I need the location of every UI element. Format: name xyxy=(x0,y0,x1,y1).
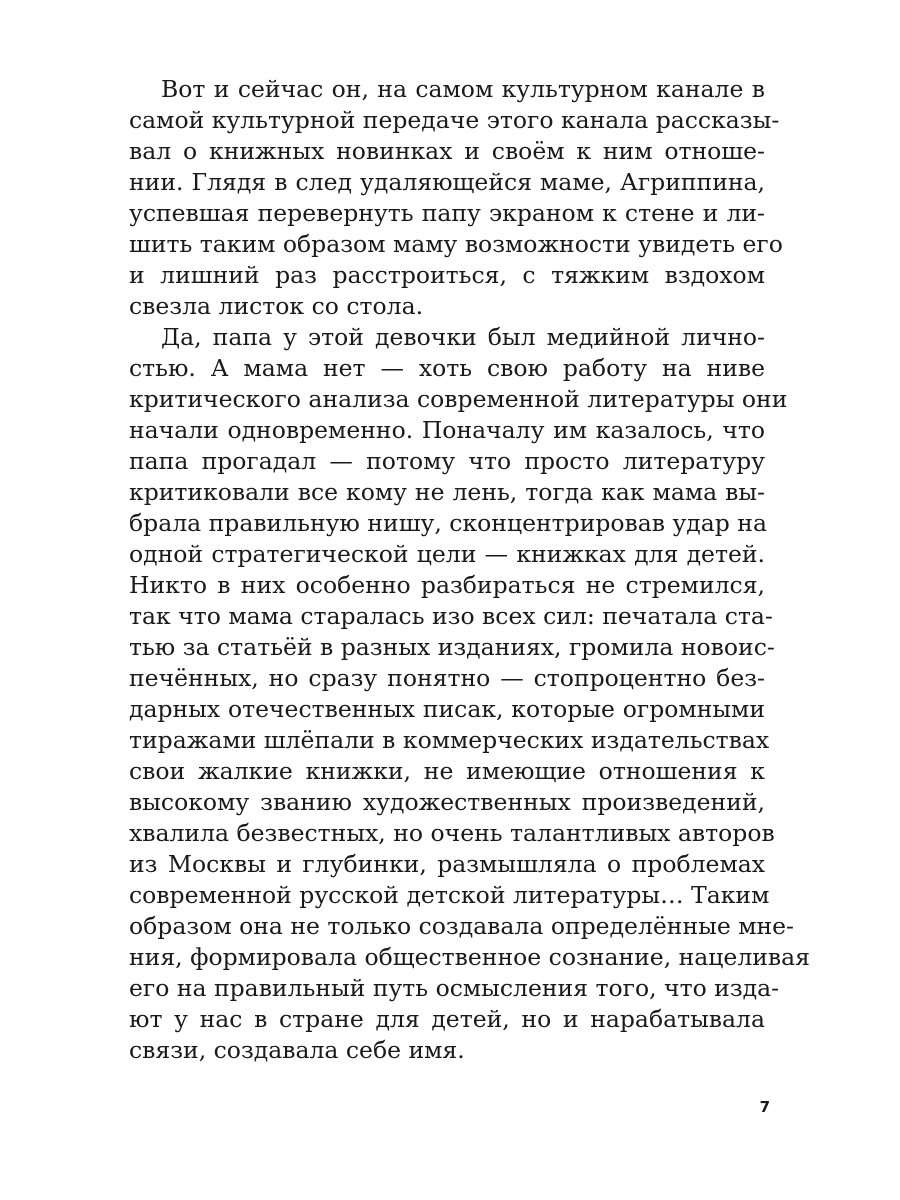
text-line: шить таким образом маму возможности увидеть его xyxy=(129,230,783,258)
text-line: высокому званию художественных произведений, xyxy=(129,788,765,816)
text-line: дарных отечественных писак, которые огромными xyxy=(129,695,765,723)
text-line: печённых, но сразу понятно — стопроцентно без- xyxy=(129,664,765,692)
text-line: самой культурной передаче этого канала рассказы- xyxy=(129,106,780,134)
text-line: свезла листок со стола. xyxy=(129,292,424,320)
text-line: хвалила безвестных, но очень талантливых авторов xyxy=(129,819,775,847)
text-line: успевшая перевернуть папу экраном к стене и ли- xyxy=(129,199,765,227)
text-line: начали одновременно. Поначалу им казалось, что xyxy=(129,416,765,444)
text-line: тиражами шлёпали в коммерческих издательствах xyxy=(129,726,770,754)
text-line: брала правильную нишу, сконцентрировав удар на xyxy=(129,509,767,537)
text-line: ния, формировала общественное сознание, нацеливая xyxy=(129,943,810,971)
text-line: Никто в них особенно разбираться не стремился, xyxy=(129,571,765,599)
text-line: Да, папа у этой девочки был медийной лично- xyxy=(161,323,765,351)
text-line: так что мама старалась изо всех сил: печатала ста- xyxy=(129,602,773,630)
text-line: стью. А мама нет — хоть свою работу на ниве xyxy=(129,354,765,382)
text-line: вал о книжных новинках и своём к ним отноше- xyxy=(129,137,765,165)
text-line: Вот и сейчас он, на самом культурном канале в xyxy=(161,75,765,103)
text-line: тью за статьёй в разных изданиях, громила новоис- xyxy=(129,633,775,661)
text-line: ют у нас в стране для детей, но и нарабатывала xyxy=(129,1005,765,1033)
text-line: и лишний раз расстроиться, с тяжким вздохом xyxy=(129,261,765,289)
page-number: 7 xyxy=(759,1098,770,1116)
text-line: современной русской детской литературы… Таким xyxy=(129,881,770,909)
text-line: связи, создавала себе имя. xyxy=(129,1036,465,1064)
text-line: образом она не только создавала определённые мне- xyxy=(129,912,794,940)
text-line: свои жалкие книжки, не имеющие отношения к xyxy=(129,757,765,785)
text-line: критиковали все кому не лень, тогда как мама вы- xyxy=(129,478,765,506)
text-line: нии. Глядя в след удаляющейся маме, Агриппина, xyxy=(129,168,765,196)
paragraph xyxy=(129,74,783,322)
text-line: папа прогадал — потому что просто литературу xyxy=(129,447,765,475)
text-line: из Москвы и глубинки, размышляла о проблемах xyxy=(129,850,765,878)
text-line: его на правильный путь осмысления того, что изда- xyxy=(129,974,780,1002)
paragraph xyxy=(129,322,810,1066)
body-text xyxy=(129,74,810,1066)
text-line: критического анализа современной литературы они xyxy=(129,385,788,413)
text-line: одной стратегической цели — книжках для детей. xyxy=(129,540,765,568)
